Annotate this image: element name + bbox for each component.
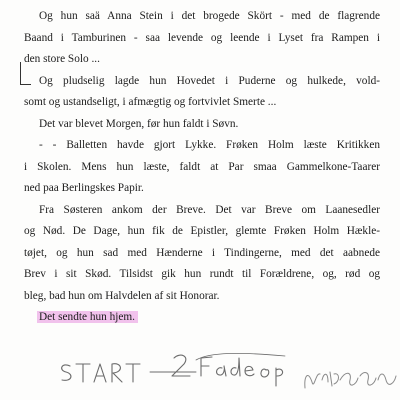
text-line: og Nød. De Dage, hun fik de Epistler, glemte Frøken Holm Hækle- (24, 225, 380, 237)
text-line: - - Balletten havde gjort Lykke. Frøken Holm læste Kritikken (39, 139, 380, 151)
text-line: tøjet, og hun sad med Hænderne i Tindingerne, med det aabnede (24, 246, 380, 259)
text-line: Det var blevet Morgen, før hun faldt i Søvn. (39, 117, 239, 130)
handwritten-note (62, 353, 285, 386)
text-line: Brev i sit Skød. Tilsidst gik hun rundt til Forældrene, og, rød og (24, 268, 380, 280)
text-line: den store Solo ... (24, 53, 100, 65)
text-line: i Skolen. Mens hun læste, faldt at Par smaa Gammelkone-Taarer (24, 160, 380, 173)
text-line: Fra Søsteren ankom der Breve. Det var Breve om Laanesedler (39, 203, 380, 216)
text-line: bleg, bad hun om Halvdelen af sit Honorar. (24, 289, 220, 302)
text-line: somt og ustandseligt, i afmægtig og fortvivlet Smerte ... (24, 96, 277, 108)
text-line: Og pludselig lagde hun Hovedet i Puderne og hulkede, vold- (39, 74, 380, 87)
text-line: ned paa Berlingskes Papir. (24, 182, 144, 194)
text-line: Og hun saä Anna Stein i det brogede Skört - med de flagrende (39, 10, 380, 22)
text-line: Baand i Tamburinen - saa levende og leende i Lyset fra Rampen i (24, 31, 380, 44)
highlight-marker: Det sendte hun hjem. (37, 311, 138, 323)
signature-scribble (305, 372, 396, 388)
